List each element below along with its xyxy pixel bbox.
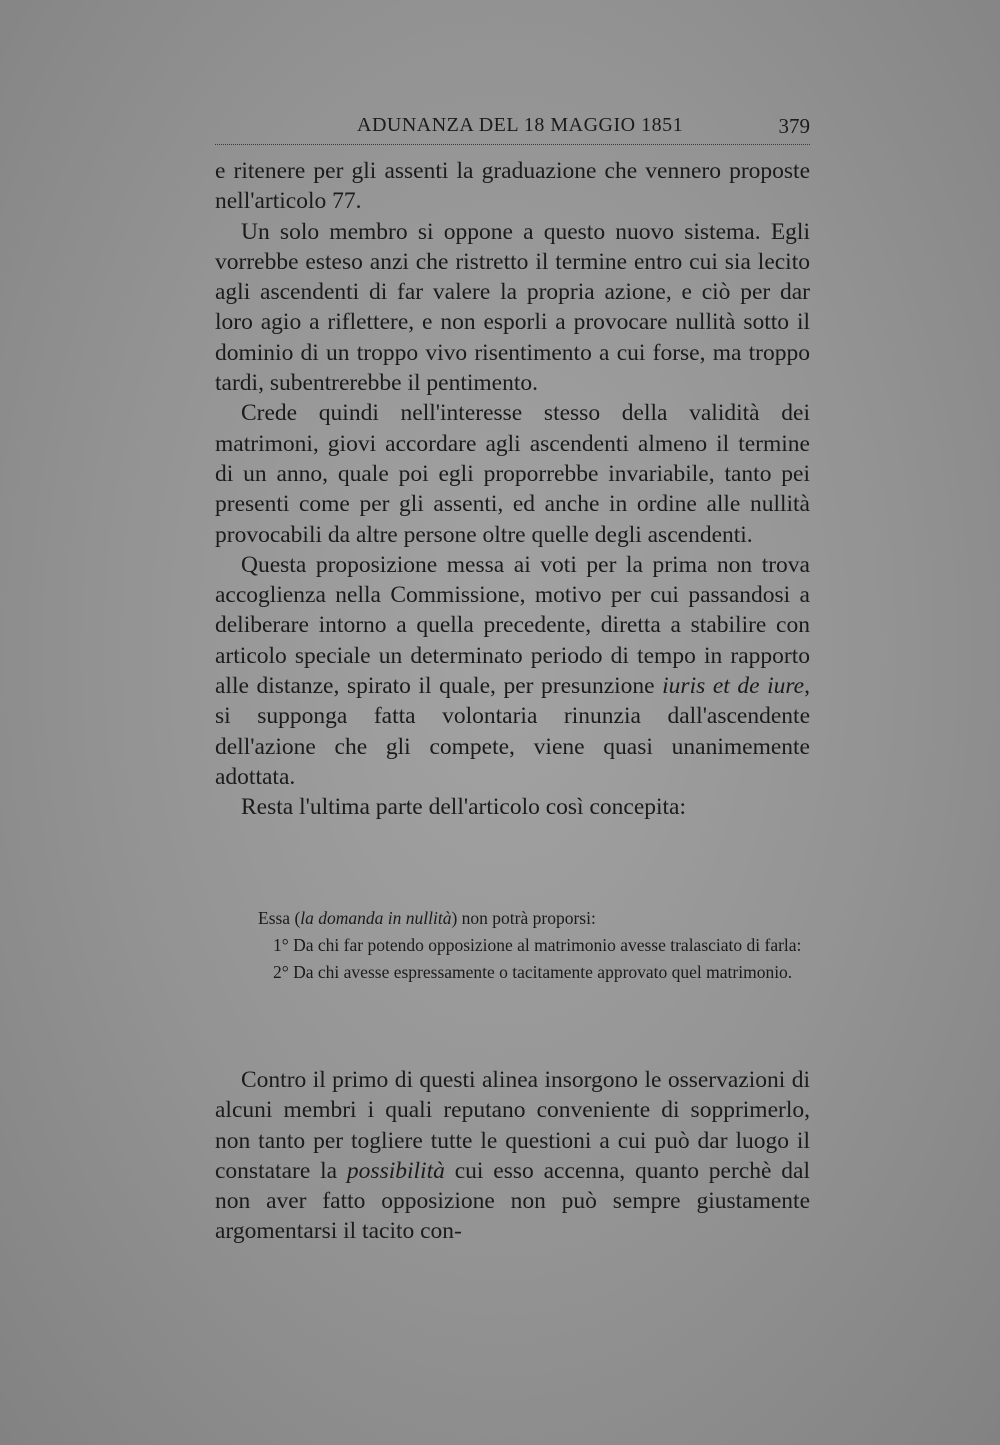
page-number: 379 — [778, 114, 810, 138]
quote-item-1: 1° Da chi far potendo opposizione al matrimonio avesse tralasciato di farla: — [273, 935, 802, 956]
text-segment: , si supponga fatta volontaria rinunzia dall'ascendente dell'azione che gli compete, viene quasi unanimemente adottata. — [215, 673, 810, 790]
text-segment: Crede quindi nell'interesse stesso della validità dei matrimoni, giovi accordare agli ascendenti almeno il termine di un anno, quale poi egli proporrebbe invariabile, tanto pei presenti come per gli assenti, ed anche in ordine alle nullità provocabili da altre persone oltre quelle degli ascendenti. — [215, 400, 810, 548]
paragraph-objection — [215, 217, 810, 399]
text-segment: Essa ( — [258, 908, 301, 928]
paragraph-last-part — [215, 792, 810, 822]
main-text — [215, 156, 810, 823]
paragraph-observations — [215, 1065, 810, 1247]
paragraph-proposal — [215, 398, 810, 549]
paragraph-vote — [215, 550, 810, 792]
text-segment: Contro il primo di questi alinea insorgono le osservazioni di alcuni membri i quali reputano conveniente di sopprimerlo, non tanto per togliere tutte le questioni a cui può dar luogo il constatare la — [215, 1067, 810, 1184]
page-header — [215, 108, 810, 145]
text-segment: Resta l'ultima parte dell'articolo così concepita: — [241, 794, 687, 821]
running-title: ADUNANZA DEL 18 MAGGIO 1851 — [357, 114, 684, 136]
closing-text — [215, 1065, 810, 1247]
text-segment: e ritenere per gli assenti la graduazione che vennero proposte nell'articolo 77. — [215, 158, 810, 215]
latin-phrase: iuris et de iure — [662, 673, 805, 700]
paragraph-continuation — [215, 156, 810, 217]
quote-item-2: 2° Da chi avesse espressamente o tacitamente approvato quel matrimonio. — [273, 962, 793, 983]
text-segment: cui esso accenna, quanto perchè dal non aver fatto opposizione non può sempre giustamente argomentarsi il tacito con- — [215, 1157, 810, 1245]
italic-phrase: la domanda in nullità — [300, 908, 452, 928]
quoted-article — [215, 905, 810, 987]
text-segment: Questa proposizione messa ai voti per la prima non trova accoglienza nella Commissione, motivo per cui passandosi a deliberare intorno a quella precedente, diretta a stabilire con articolo speciale un determinato periodo di tempo in rapporto alle distanze, spirato il quale, per presunzione — [215, 551, 810, 700]
text-segment: ) non potrà proporsi: — [451, 908, 596, 928]
italic-word: possibilità — [346, 1157, 445, 1184]
quote-intro — [215, 905, 810, 932]
text-segment: Un solo membro si oppone a questo nuovo sistema. Egli vorrebbe esteso anzi che ristretto il termine entro cui sia lecito agli ascendenti di far valere la propria azione, e ciò per dar loro agio a riflettere, e non esporli a provocare nullità sotto il dominio di un troppo vivo risentimento a cui forse, ma troppo tardi, subentrerebbe il pentimento. — [215, 218, 810, 397]
